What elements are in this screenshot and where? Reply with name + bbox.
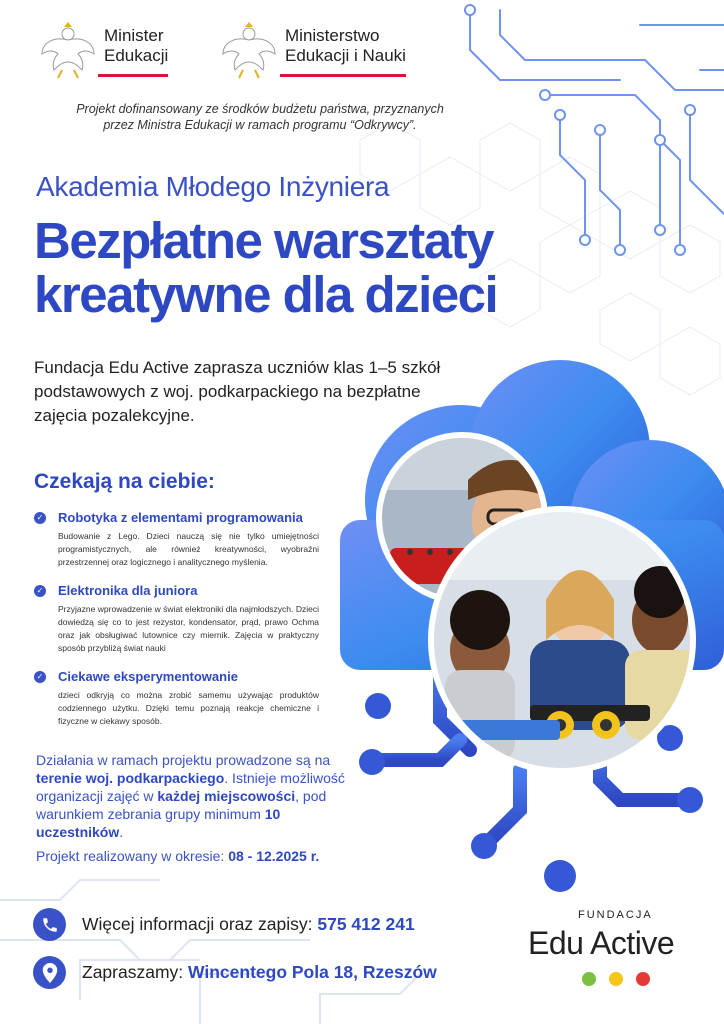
intro-text: Fundacja Edu Active zaprasza uczniów klas 1–5 szkół podstawowych z woj. podkarpackiego na bezpłatne zajęcia pozalekcyjne. — [34, 358, 441, 425]
white-eagle-emblem-icon — [221, 18, 277, 80]
yellow-dot — [609, 972, 623, 986]
project-info-part4: . — [119, 824, 124, 840]
phone-label: Więcej informacji oraz zapisy: — [82, 914, 318, 934]
project-info-part2: . Istnieje możliwość organizacji zajęć w — [36, 770, 345, 804]
check-icon: ✓ — [34, 671, 46, 683]
white-eagle-emblem-icon — [40, 18, 96, 80]
location-pin-icon — [33, 956, 66, 989]
workshop-list — [34, 510, 319, 740]
workshop-title: Robotyka z elementami programowania — [58, 510, 303, 525]
section-heading: Czekają na ciebie: — [34, 470, 215, 493]
logo-ministry-line1: Ministerstwo — [285, 26, 380, 45]
organizer-label: FUNDACJA — [578, 909, 653, 921]
period-value: 08 - 12.2025 r. — [228, 848, 320, 864]
phone-number[interactable]: 575 412 241 — [317, 914, 415, 934]
project-period — [36, 848, 319, 864]
contact-phone — [33, 908, 415, 941]
workshop-text: dzieci odkryją co można zrobić samemu używając produktów codziennego użytku. Dzięki temu poznają reakcje chemiczne i fizyczne w ciekawy sposób. — [58, 690, 319, 726]
list-item — [34, 669, 319, 728]
period-label: Projekt realizowany w okresie: — [36, 848, 229, 864]
check-icon: ✓ — [34, 585, 46, 597]
workshop-text: Przyjazne wprowadzenie w świat elektroniki dla najmłodszych. Dzieci dowiedzą się co to jest rezystor, kondensator, prąd, prawo Ochma oraz jak obsługiwać lutownice czy miernik. Zajęcia w praktyczny sposób przybliżą świat nauki — [58, 604, 319, 653]
phone-text — [82, 914, 415, 935]
title-line1: Bezpłatne warsztaty — [34, 212, 493, 269]
project-info-any-location: każdej miejscowości — [157, 788, 296, 804]
list-item — [34, 510, 319, 569]
project-info-part1: Działania w ramach projektu prowadzone są na — [36, 752, 331, 768]
workshop-title: Elektronika dla juniora — [58, 583, 198, 598]
list-item — [34, 583, 319, 655]
logo-ministry — [221, 18, 406, 80]
funding-note-line1: Projekt dofinansowany ze środków budżetu państwa, przyznanych — [76, 102, 444, 116]
logo-ministry-rule — [280, 74, 406, 77]
red-dot — [636, 972, 650, 986]
logo-minister-text — [104, 18, 168, 66]
organizer-logo-name: Edu Active — [528, 925, 675, 961]
funding-note — [20, 101, 500, 133]
page-title — [34, 214, 497, 322]
logo-ministry-line2: Edukacji i Nauki — [285, 46, 406, 65]
project-info-part3: , pod warunkiem zebrania grupy minimum — [36, 788, 327, 822]
workshop-title: Ciekawe eksperymentowanie — [58, 669, 238, 684]
project-info — [36, 751, 366, 841]
check-icon: ✓ — [34, 512, 46, 524]
contact-address — [33, 956, 437, 989]
logo-minister-line1: Minister — [104, 26, 164, 45]
phone-icon — [33, 908, 66, 941]
program-subtitle: Akademia Młodego Inżyniera — [36, 171, 390, 202]
address-value: Wincentego Pola 18, Rzeszów — [188, 962, 437, 982]
green-dot — [582, 972, 596, 986]
organizer-dots — [582, 972, 650, 986]
logo-ministry-text — [285, 18, 406, 66]
logo-minister-rule — [98, 74, 168, 77]
address-text — [82, 962, 437, 983]
address-label: Zapraszamy: — [82, 962, 188, 982]
workshop-text: Budowanie z Lego. Dzieci nauczą się nie tylko umiejętności programistycznych, ale również kreatywności, wyobraźni przestrzennej oraz logicznego i analitycznego myślenia. — [58, 531, 319, 567]
logo-minister — [40, 18, 168, 80]
title-line2: kreatywne dla dzieci — [34, 266, 498, 323]
logo-minister-line2: Edukacji — [104, 46, 169, 65]
project-info-region: terenie woj. podkarpackiego — [36, 770, 225, 786]
funding-note-line2: przez Ministra Edukacji w ramach programu “Odkrywcy”. — [103, 118, 417, 132]
project-info-min-participants: 10 uczestników — [36, 806, 281, 840]
